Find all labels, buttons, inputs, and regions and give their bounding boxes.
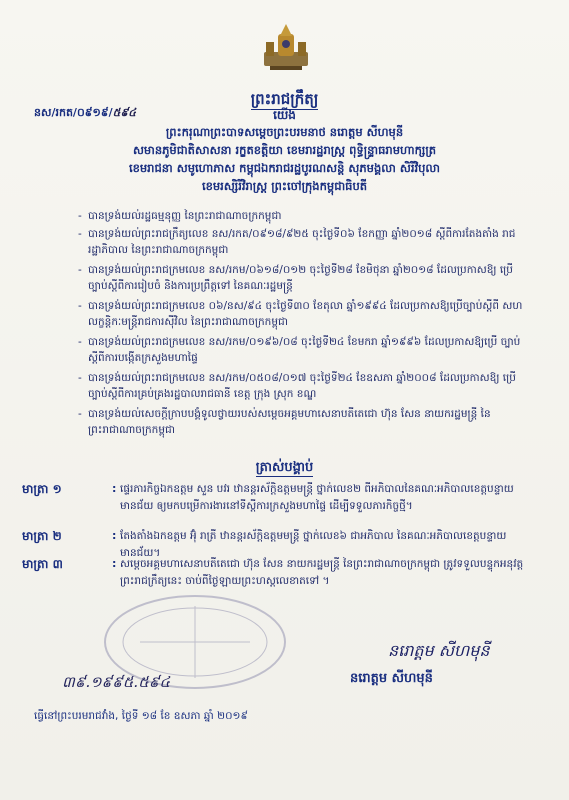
bullet-dash: - [78, 408, 82, 420]
article-text: សម្តេចអគ្គមហាសេនាបតីតេជោ ហ៊ុន សែន នាយករដ្ឋមន្ត្រី នៃព្រះរាជាណាចក្រកម្ពុជា ត្រូវទទួលបន្ទុកអនុវត្ត ព្រះរាជក្រឹត្យនេះ ចាប់ពីថ្ងៃឡាយព្រះហស្តលេខាតទៅ ។ [120, 558, 524, 587]
bullet-dash: - [78, 336, 82, 348]
decree-reference-number: នស/រកត/០៩១៩/៥៩៤ [34, 106, 137, 119]
bullet-dash: - [78, 228, 82, 240]
basis-item: - បានទ្រង់យល់សេចក្តីក្រាបបង្គំទូលថ្វាយរបស់សម្តេចអគ្គមហាសេនាបតីតេជោ ហ៊ុន សែន នាយករដ្ឋមន្ត្រី នៃព្រះរាជាណាចក្រកម្ពុជា [78, 408, 491, 436]
article-colon: : [112, 557, 117, 570]
royal-crest-icon [260, 22, 312, 74]
bullet-dash: - [78, 300, 82, 312]
bullet-dash: - [78, 372, 82, 384]
handwritten-signature: នរោត្តម សីហមុនី [388, 641, 490, 660]
signatory-name: នរោត្តម សីហមុនី [350, 671, 433, 686]
article-label: មាត្រា ១ [22, 482, 62, 496]
king-title-line-4: ខេមរស្សិរីវិរាស្ត្រ ព្រះចៅក្រុងកម្ពុជាធិបតី [201, 179, 368, 193]
bullet-dash: - [78, 264, 82, 276]
basis-item: - បានទ្រង់យល់ព្រះរាជក្រមលេខ នស/រកម/០១៩៦/០៨ ចុះថ្ងៃទី២៤ ខែមករា ឆ្នាំ១៩៩៦ ដែលប្រកាសឱ្យប្រើ ច្បាប់ស្តីពីការបង្កើតក្រសួងមហាផ្ទៃ [78, 336, 521, 364]
king-title-line-2: សមានភូមិជាតិសាសនា រក្ខតខត្តិយា ខេមរារដ្ឋរាស្ត្រ ពុទ្ធិន្ទ្រាធរាមហាក្សត្រ [132, 143, 437, 157]
handwritten-registry-number: ៣៩.១៩៩៥.៥៩៤ [62, 673, 171, 691]
basis-item: - បានទ្រង់យល់ព្រះរាជក្រមលេខ នស/រកម/០៦១៨/០១២ ចុះថ្ងៃទី២៨ ខែមិថុនា ឆ្នាំ២០១៨ ដែលប្រកាសឱ្យ ប្រើច្បាប់ស្តីពីការរៀបចំ និងការប្រព្រឹត្តទៅ នៃគណៈរដ្ឋមន្ត្រី [78, 264, 513, 292]
place-and-date: ធ្វើនៅព្រះបរមរាជវាំង, ថ្ងៃទី ១៨ ខែ ឧសភា ឆ្នាំ ២០១៩ [34, 710, 248, 722]
basis-item: - បានទ្រង់យល់ព្រះរាជក្រឹត្យលេខ នស/រកត/០៩១៨/៩២៥ ចុះថ្ងៃទី០៦ ខែកញ្ញា ឆ្នាំ២០១៨ ស្តីពីការតែងតាំង រាជរដ្ឋាភិបាល នៃព្រះរាជាណាចក្រកម្ពុជា [78, 228, 516, 256]
article-colon: : [112, 529, 117, 542]
basis-item: - បានទ្រង់យល់រដ្ឋធម្មនុញ្ញ នៃព្រះរាជាណាចក្រកម្ពុជា [78, 210, 282, 222]
reference-handwritten: ៥៩៤ [112, 106, 137, 119]
article-text: តែងតាំងឯកឧត្តម អ៊ុំ រាត្រី ឋានន្តរស័ក្តិឧត្តមមន្ត្រី ថ្នាក់លេខ៦ ជាអភិបាល នៃគណៈអភិបាលខេត្តបន្ទាយមានជ័យ។ [120, 530, 507, 559]
bullet-dash: - [78, 210, 82, 222]
article-text: ផ្ទេរភារកិច្ចឯកឧត្តម សួន បវរ ឋានន្តរស័ក្តិឧត្តមមន្ត្រី ថ្នាក់លេខ២ ពីអភិបាលនៃគណៈអភិបាលខេត្តបន្ទាយមានជ័យ ឲ្យមកបម្រើការងារនៅទីស្តីការក្រសួងមហាផ្ទៃ ដើម្បីទទួលភារកិច្ចថ្មី។ [120, 483, 514, 512]
decree-type-title: ព្រះរាជក្រឹត្យ [250, 90, 319, 108]
basis-item: - បានទ្រង់យល់ព្រះរាជក្រមលេខ នស/រកម/០៥០៨/០១៧ ចុះថ្ងៃទី២៤ ខែឧសភា ឆ្នាំ២០០៨ ដែលប្រកាសឱ្យ ប្រើច្បាប់ស្តីពីការគ្រប់គ្រងរដ្ឋបាលរាជធានី ខេត្ត ក្រុង ស្រុក ខណ្ឌ [78, 372, 516, 400]
article-colon: : [112, 482, 117, 495]
article-label: មាត្រា ២ [22, 529, 62, 543]
king-title-line-1: ព្រះករុណាព្រះបាទសម្តេចព្រះបរមនាថ នរោត្តម សីហមុនី [165, 125, 404, 139]
basis-item: - បានទ្រង់យល់ព្រះរាជក្រមលេខ ០៦/នស/៩៤ ចុះថ្ងៃទី៣០ ខែតុលា ឆ្នាំ១៩៩៤ ដែលប្រកាសឱ្យប្រើច្បាប់ស្តីពី សហលក្ខន្តិកៈមន្ត្រីរាជការស៊ីវិល នៃព្រះរាជាណាចក្រកម្ពុជា [78, 300, 523, 328]
king-title-line-3: ខេមរាជនា សមូហោភាស កម្ពុជឯករាជរដ្ឋបូរណសន្តិ សុភមង្គលា សិរីវិបុលា [128, 161, 441, 175]
section-title: ត្រាស់បង្គាប់ [255, 460, 314, 475]
article-label: មាត្រា ៣ [22, 557, 63, 571]
intro-we: យើង [273, 108, 296, 122]
